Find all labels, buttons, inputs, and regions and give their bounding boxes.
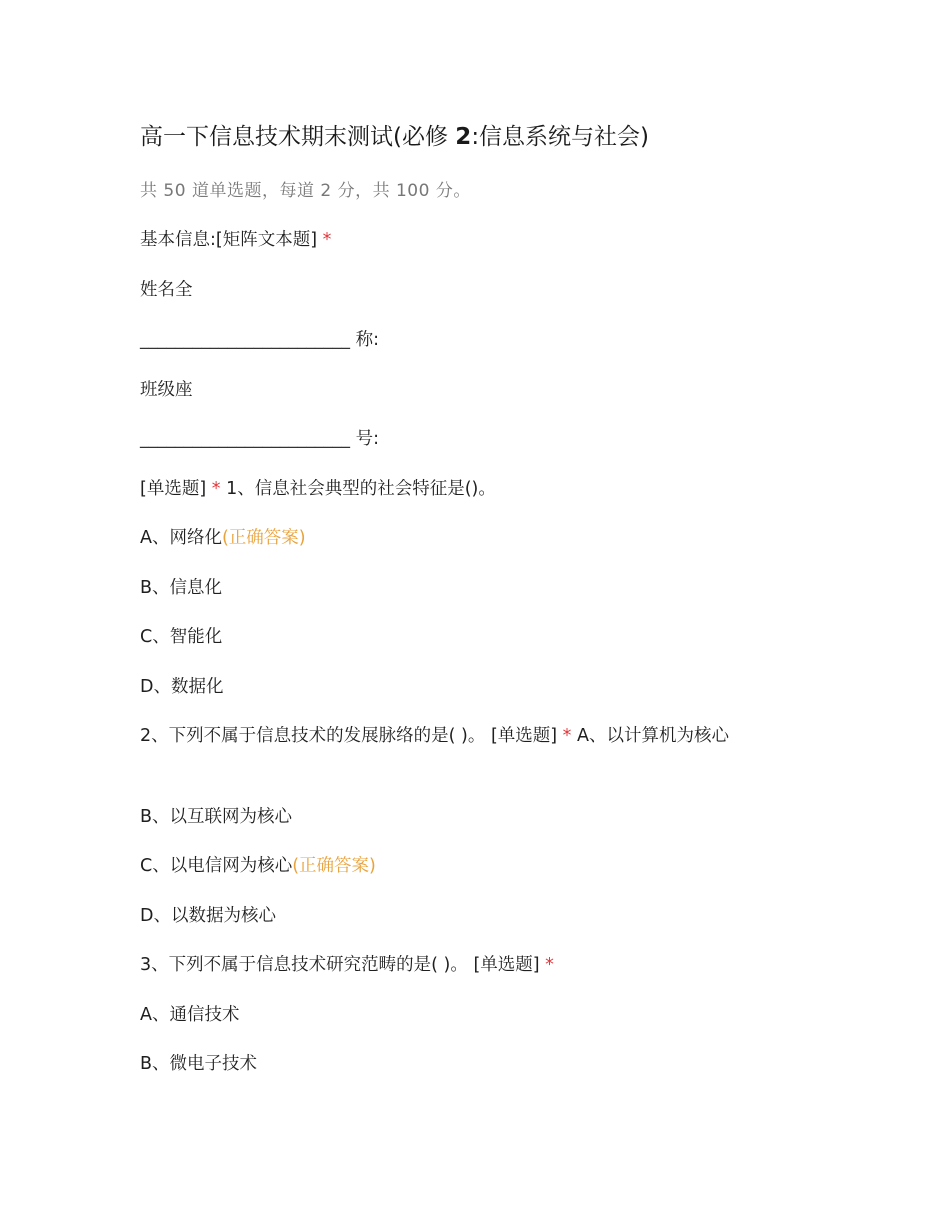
required-mark: * [211, 479, 221, 499]
question-1-option-b[interactable] [140, 573, 222, 603]
question-type-tag: [单选题] [140, 479, 207, 499]
option-text: A、网络化 [140, 528, 222, 548]
question-1-option-a[interactable] [140, 523, 306, 553]
question-3-option-a[interactable] [140, 1000, 239, 1030]
required-mark: * [322, 230, 332, 250]
question-2-option-d[interactable] [140, 901, 276, 931]
option-text: C、以电信网为核心 [140, 856, 293, 876]
name-label-bottom: 称: [355, 330, 379, 350]
question-2-option-a[interactable]: A、以计算机为核心 [577, 726, 729, 746]
option-text: B、微电子技术 [140, 1054, 258, 1074]
seat-label-top: 班级座 [140, 380, 193, 400]
option-text: C、智能化 [140, 627, 223, 647]
required-mark: * [545, 955, 554, 975]
page-title [140, 120, 649, 154]
question-2-option-b[interactable] [140, 802, 292, 832]
title-prefix: 高一下信息技术期末测试(必修 [140, 124, 456, 150]
question-2-stem [140, 721, 830, 752]
question-3-option-b[interactable] [140, 1049, 257, 1079]
seat-field-row[interactable] [140, 424, 379, 454]
option-text: B、以互联网为核心 [140, 807, 293, 827]
name-blank[interactable]: ________________________ [140, 330, 350, 350]
required-mark: * [562, 726, 572, 746]
question-1-stem [140, 474, 496, 504]
question-1-option-c[interactable] [140, 622, 222, 652]
basic-info-label: 基本信息:[矩阵文本题] [140, 230, 318, 250]
question-text: 2、下列不属于信息技术的发展脉络的是( )。 [140, 726, 486, 746]
exam-description: 共 50 道单选题，每道 2 分，共 100 分。 [140, 181, 471, 201]
question-3-stem [140, 950, 554, 980]
option-text: D、以数据为核心 [140, 906, 276, 926]
question-text: 3、下列不属于信息技术研究范畴的是( )。 [140, 955, 468, 975]
question-1-option-d[interactable] [140, 672, 223, 702]
question-type-tag: [单选题] [473, 955, 540, 975]
question-text: 1、信息社会典型的社会特征是()。 [226, 479, 496, 499]
name-label-top: 姓名全 [140, 280, 193, 300]
option-text: D、数据化 [140, 677, 224, 697]
option-text: B、信息化 [140, 578, 223, 598]
name-field-row[interactable] [140, 325, 379, 355]
seat-label-bottom: 号: [355, 429, 379, 449]
title-suffix: :信息系统与社会) [471, 124, 650, 150]
correct-answer-label: (正确答案) [221, 528, 306, 548]
question-type-tag: [单选题] [490, 726, 558, 746]
title-bold-number: 2 [455, 124, 472, 150]
option-text: A、通信技术 [140, 1005, 240, 1025]
question-2-option-c[interactable] [140, 851, 376, 881]
correct-answer-label: (正确答案) [292, 856, 376, 876]
seat-blank[interactable]: ________________________ [140, 429, 350, 449]
basic-info-heading [140, 225, 331, 255]
